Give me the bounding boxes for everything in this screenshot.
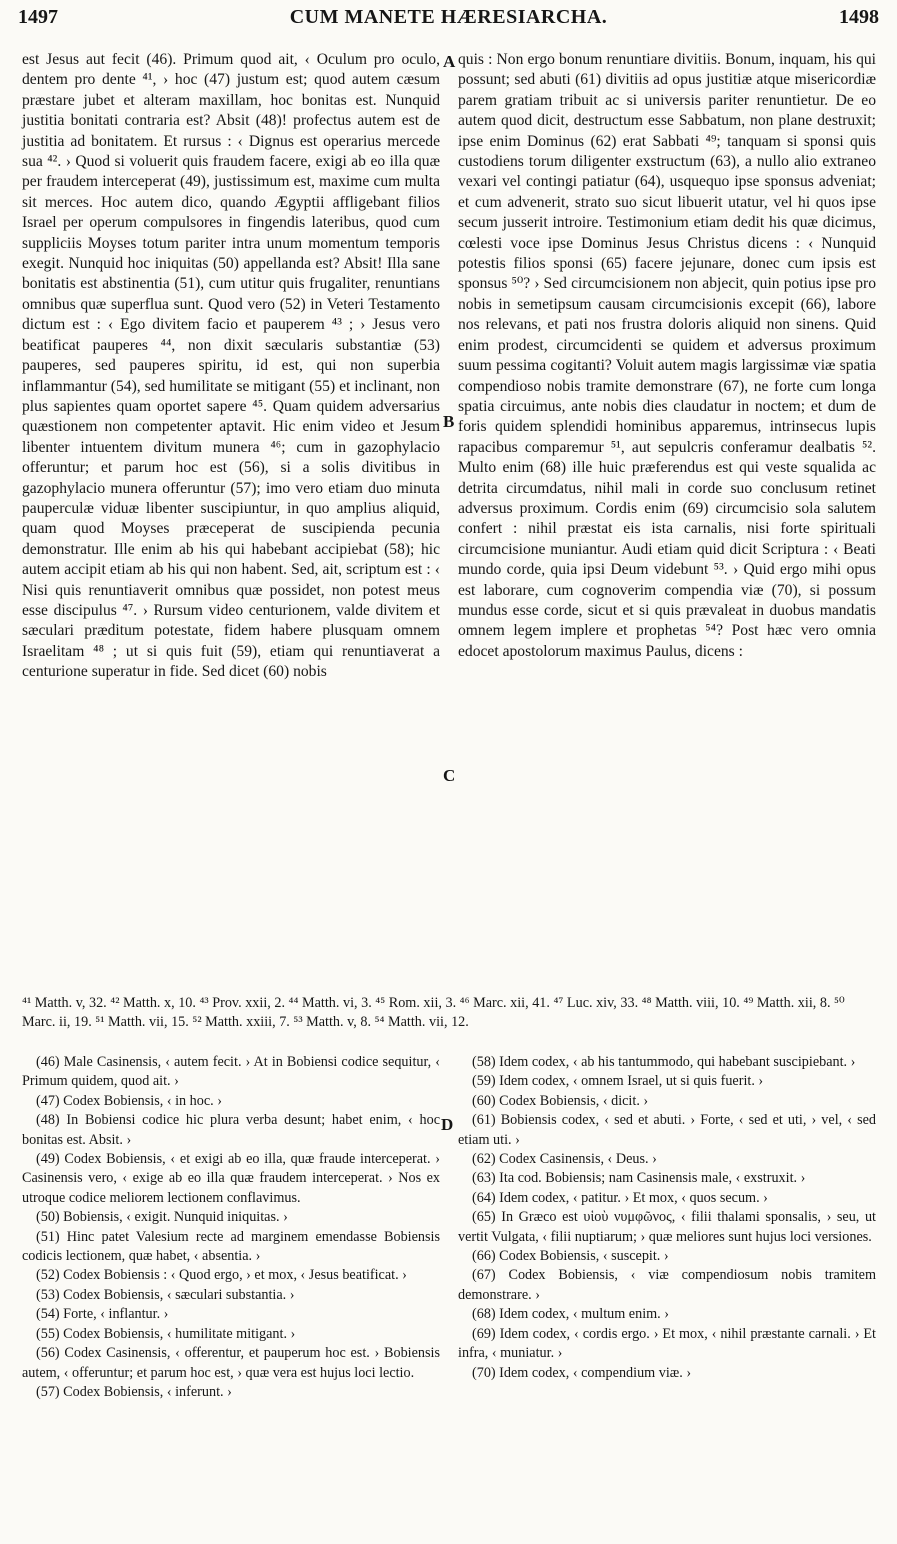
main-text-right-paragraph: quis : Non ergo bonum renuntiare divitiis. Bonum, inquam, his qui possunt; sed abuti (61) divitiis ad opus justitiæ atque misericordiæ parem gratiam tribuit ac si universis pariter renuntietur. De eo autem quod dicit, destructum esse Sabbatum, non plane destruxit; ipse enim Dominus (62) erat Sabbati ⁴⁹; tanquam si sponsi quis custodiens torum diligenter exstructum (63), a nullo alio extraneo vexari vel contingi patiatur (64), usquequo ipse sponsus adveniat; et cum advenerit, strato suo sicut libuerit utatur, vel hi quos ipse secum jusserit introire. Testimonium etiam dedit his quæ dicimus, cœlesti voce ipse Dominus Jesus Christus dicens : ‹ Nunquid potestis filios sponsi (65) facere jejunare, donec cum ipsis est sponsus ⁵⁰? › Sed circumcisionem non abjecit, quin potius ipse pro nobis in semetipsum causam circumcisionis excepit (66), labore nos relevans, et pati nos frustra doloris aliquid non sinens. Quid enim prodest, circumcidenti se quidem et adversus proximum suum pessima cogitanti? Voluit autem magis largissimæ viæ spatia compendioso nobis tramite demonstrare (67), ne forte cum longa spatia circuimus, ante nobis dies claudatur in noctem; et dum de foris quidem splendidi hominibus apparemus, intrinsecus lupis rapacibus comparemur ⁵¹, aut sepulcris conferamur dealbatis ⁵². Multo enim (68) ille huic præferendus est qui veste squalida ac detrita circumdatus, nihil mali in corde suo conclusum retinet adversus proximum. Cordis enim (69) circumcisio sola salutem confert : nihil præstat eis ista carnalis, nisi forte spirituali circumcisione muniantur. Audi etiam quid dicit Scriptura : ‹ Beati mundo corde, quia ipsi Deum videbunt ⁵³. › Quid ergo mihi opus est laborare, cum cognoverim compendia viæ (70), si possum mundus esse corde, sicut et si quis prævaleat in duobus mandatis omnem legem implere et prophetas ⁵⁴? Post hæc vero omnia edocet apostolorum maximus Paulus, dicens : [458,51,876,660]
footnote: (49) Codex Bobiensis, ‹ et exigi ab eo illa, quæ fraude interceperat. › Casinensis vero, ‹ exige ab eo illa quæ fraudem interceperat. › Nos ex utroque codice meliorem lectionem conflavimus. [22,1151,440,1206]
footnote: (48) In Bobiensi codice hic plura verba desunt; habet enim, ‹ hoc bonitas est. Absit. › [22,1112,440,1148]
footnote: (58) Idem codex, ‹ ab his tantummodo, qui habebant suscipiebant. › [472,1054,856,1070]
main-text-left-column [22,50,440,990]
footnote: (47) Codex Bobiensis, ‹ in hoc. › [36,1092,222,1109]
page-number-right: 1498 [839,6,879,28]
footnote: (65) In Græco est υἱοὺ νυμφῶνος, ‹ filii thalami sponsalis, › seu, ut vertit Vulgata, ‹ filii nuptiarum; › quæ meliores sunt hujus loci versiones. [458,1209,876,1245]
page-number-left: 1497 [18,6,58,28]
footnote: (67) Codex Bobiensis, ‹ viæ compendiosum nobis tramitem demonstrare. › [458,1267,876,1303]
footnote: (56) Codex Casinensis, ‹ offerentur, et pauperum hoc est. › Bobiensis autem, ‹ offeruntur; et parum hoc est, › quæ vera est hujus loci lectio. [22,1345,440,1381]
margin-marker-b: B [443,412,455,431]
footnote: (66) Codex Bobiensis, ‹ suscepit. › [472,1248,669,1265]
margin-marker-a: A [443,52,456,71]
footnote: (64) Idem codex, ‹ patitur. › Et mox, ‹ quos secum. › [472,1189,768,1206]
scripture-references [22,994,877,1032]
footnote: (46) Male Casinensis, ‹ autem fecit. › At in Bobiensi codice sequitur, ‹ Primum quidem, quod ait. › [22,1054,440,1090]
footnote: (69) Idem codex, ‹ cordis ergo. › Et mox, ‹ nihil præstante carnali. › Et infra, ‹ muniatur. › [458,1325,876,1362]
footnote: (70) Idem codex, ‹ compendium viæ. › [472,1364,692,1381]
footnote: (60) Codex Bobiensis, ‹ dicit. › [472,1092,649,1109]
footnote: (59) Idem codex, ‹ omnem Israel, ut si quis fuerit. › [472,1073,764,1090]
page-header [18,6,879,32]
running-title: CUM MANETE HÆRESIARCHA. [289,6,608,28]
main-text-left-paragraph: est Jesus aut fecit (46). Primum quod ait, ‹ Oculum pro oculo, dentem pro dente ⁴¹, › hoc (47) justum est; quod autem cæsum præstare jubet et alteram maxillam, hoc bonitas est. Nunquid justitia bonitati contraria est? Absit (48)! profectus autem est de justitia ad bonitatem. Et rursus : ‹ Dignus est operarius mercede sua ⁴². › Quod si voluerit quis fraudem facere, exigi ab eo illa quæ per fraudem interceperat (49), justissimum est, maxime cum multa sit merces. Hoc autem dico, quando Ægyptii affligebant filios Israel per operum compulsores in fingendis lateribus, quod cum suppliciis Moyses totum pariter intra unum momentum temporis exegit. Nunquid hoc iniquitas (50) appellanda est? Absit! Illa sane bonitatis est abstinentia (51), cum utitur quis frugaliter, renuntians omnibus quæ superflua sunt. Quod vero (52) in Veteri Testamento dictum est : ‹ Ego divitem facio et pauperem ⁴³ ; › Jesus vero beatificat pauperes ⁴⁴, non dixit sæcularis substantiæ (53) pauperes, sed pauperes spiritu, id est, qui non superbia inflammantur (54), sed humilitate se mitigant (55) et inclinant, non plus sapientes quam oportet sapere ⁴⁵. Quam quidem adversarius quæstionem non competenter aptavit. Hic enim video et Jesum libenter intuentem divitum munera ⁴⁶; cum in gazophylacio offeruntur; et parum hoc est (56), si a solis divitibus in gazophylacio munera offeruntur (57); imo vero etiam duo minuta pauperculæ viduæ libenter suscipiuntur, in quo amplius aliquid, quam quod Moyses præceperat de suscipienda pecunia demonstratur. Ille enim ab his qui habebant accipiebat (58); hic autem accipit etiam ab his qui non habent. Sed, ait, scriptum est : ‹ Nisi quis renuntiaverit omnibus quæ possidet, non potest meus esse discipulus ⁴⁷. › Rursum video centurionem, valde divitem et sæculari præditum potestate, fidem habere plusquam omnem Israelitam ⁴⁸ ; ut si quis fuit (59), etiam qui renuntiaverat a centurione superatur in fide. Sed dicet (60) nobis [22,51,440,681]
footnote: (53) Codex Bobiensis, ‹ sæculari substantia. › [36,1286,295,1303]
footnote: (68) Idem codex, ‹ multum enim. › [472,1306,669,1323]
footnotes-left-column [22,1053,440,1493]
footnotes-right-column [458,1053,876,1493]
footnote: (54) Forte, ‹ inflantur. › [36,1306,169,1323]
main-text-right-column [458,50,876,990]
footnote: (62) Codex Casinensis, ‹ Deus. › [472,1151,657,1168]
footnote: (50) Bobiensis, ‹ exigit. Nunquid iniquitas. › [36,1209,288,1226]
footnote: (51) Hinc patet Valesium recte ad marginem emendasse Bobiensis codicis lectionem, quæ habet, ‹ absentia. › [22,1228,440,1265]
footnote: (57) Codex Bobiensis, ‹ inferunt. › [36,1383,232,1400]
footnote: (55) Codex Bobiensis, ‹ humilitate mitigant. › [36,1325,296,1342]
footnote: (61) Bobiensis codex, ‹ sed et abuti. › Forte, ‹ sed et uti, › vel, ‹ sed etiam uti. › [458,1112,876,1148]
footnote: (63) Ita cod. Bobiensis; nam Casinensis male, ‹ exstruxit. › [472,1170,806,1187]
footnote: (52) Codex Bobiensis : ‹ Quod ergo, › et mox, ‹ Jesus beatificat. › [36,1267,407,1284]
scripture-references-text: ⁴¹ Matth. v, 32. ⁴² Matth. x, 10. ⁴³ Prov. xxii, 2. ⁴⁴ Matth. vi, 3. ⁴⁵ Rom. xii, 3. ⁴⁶ Marc. xii, 41. ⁴⁷ Luc. xiv, 33. ⁴⁸ Matth. viii, 10. ⁴⁹ Matth. xii, 8. ⁵⁰ Marc. ii, 19. ⁵¹ Matth. vii, 15. ⁵² Matth. xxiii, 7. ⁵³ Matth. v, 8. ⁵⁴ Matth. vii, 12. [22,995,845,1030]
margin-marker-d: D [441,1115,454,1134]
margin-marker-c: C [443,766,456,785]
